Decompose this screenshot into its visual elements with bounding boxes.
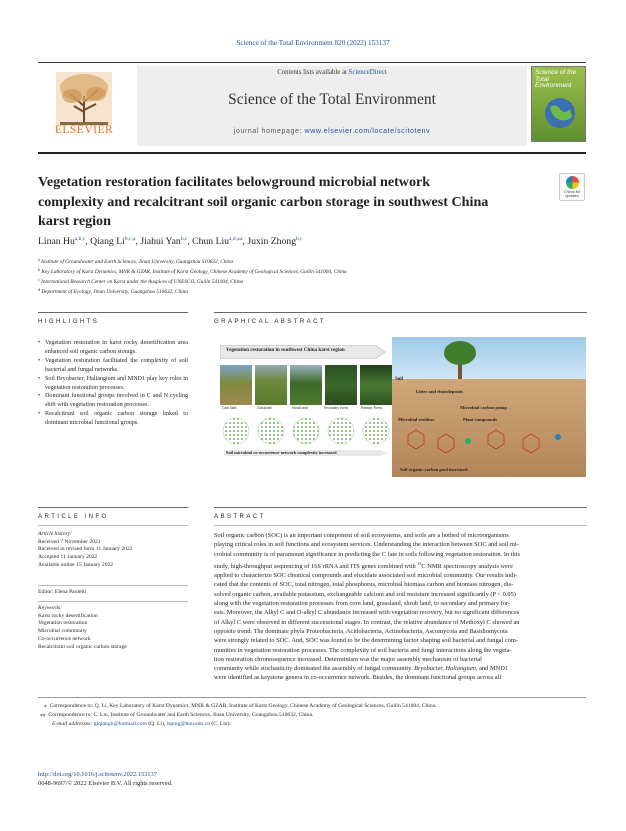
journal-header-box — [137, 66, 527, 146]
elsevier-logo — [38, 66, 130, 144]
affiliation: $^c$ International Research Center on Karst under the Auspices of UNESCO, Guilin 541004, China — [38, 277, 244, 285]
check-updates-badge[interactable]: Check for updates — [559, 173, 585, 201]
header-rule-top — [38, 62, 586, 63]
footnote-emails: E-mail addresses: glqiangli@hotmail.com (Q. Li), lsping@hnu.edu.cn (C. Liu). — [52, 721, 231, 727]
copyright: 0048-9697/© 2022 Elsevier B.V. All rights reserved. — [38, 780, 173, 787]
stage-label: Shrub land — [292, 406, 308, 410]
email-link[interactable]: glqiangli@hotmail.com — [93, 721, 147, 727]
ga-sky-panel — [392, 337, 586, 379]
stage-photo-shrub — [290, 365, 322, 405]
email-link[interactable]: lsping@hnu.edu.cn — [166, 721, 211, 727]
author-name[interactable]: Juxin Zhong — [247, 236, 297, 247]
sciencedirect-link[interactable]: ScienceDirect — [348, 69, 387, 76]
journal-cover[interactable] — [531, 66, 586, 142]
graphical-abstract-figure[interactable] — [220, 337, 586, 487]
graphical-abstract-heading: GRAPHICAL ABSTRACT — [214, 318, 327, 325]
keyword: Microbial community — [38, 628, 87, 635]
affiliation: $^a$ Institute of Groundwater and Earth Sciences, Jinan University, Guangzhou 510632, China — [38, 257, 234, 265]
stage-label: Secondary forest — [324, 406, 349, 410]
header-rule-bottom — [38, 152, 586, 154]
keyword: Karst rocky desertification — [38, 612, 98, 619]
stage-photo-primary — [360, 365, 392, 405]
compounds-label: Plant compounds — [463, 417, 498, 422]
stage-photo-secondary — [325, 365, 357, 405]
author-name[interactable]: Linan Hu — [38, 236, 75, 247]
author-name[interactable]: Jiahui Yan — [140, 236, 181, 247]
keywords: Keywords: Karst rocky desertification Vegetation restoration Microbial community Co-occurrence network Recalcitrant soil organic carbon storage — [38, 605, 127, 650]
paper-title: Vegetation restoration facilitates belowground microbial network complexity and recalcitrant soil organic carbon storage in southwest China karst region — [38, 174, 489, 230]
stage-label: Corn land — [222, 406, 237, 410]
author-list: Linan Hu$^{a,b,c}$, Qiang $Li^{b,c,⁎}$, Jiahui Yan$^{b,c}$, Chun Liu$^{a,d,⁎⁎}$, Juxin Zhong$^{b,c}$ — [38, 236, 303, 247]
tree-icon — [440, 339, 480, 379]
footnote-rule — [38, 697, 586, 698]
abstract-rule-2 — [214, 525, 587, 526]
keyword: Recalcitrant soil organic carbon storage — [38, 643, 127, 650]
journal-homepage: journal homepage: www.elsevier.com/locate/scitotenv — [233, 128, 431, 135]
graphical-abstract-rule — [214, 312, 587, 313]
keyword: Vegetation restoration — [38, 620, 88, 627]
article-info-rule — [38, 507, 188, 508]
residues-label: Microbial residues — [398, 417, 435, 422]
keywords-rule — [38, 601, 188, 602]
cover-globe-icon — [542, 91, 578, 135]
pool-label: Soil organic carbon pool increased — [400, 467, 468, 472]
affiliation: $^b$ Key Laboratory of Karst Dynamics, MNR & GZAR, Institute of Karst Geology, Chinese Academy of Geological Sciences, Guilin 541004, China — [38, 267, 347, 275]
compound-structures-icon — [398, 425, 578, 461]
author-name[interactable]: Chun Liu — [192, 236, 230, 247]
affiliation: $^d$ Department of Ecology, Jinan University, Guangzhou 510632, China — [38, 287, 188, 295]
stage-label: Primary Forest — [361, 406, 383, 410]
footnote-correspondence-2: ⁎⁎ Correspondence to: C. Liu, Institute of Groundwater and Earth Sciences, Jinan University, Guangzhou 510632, China. — [40, 712, 314, 718]
list-item: • Dominant functional groups involved in C and N cycling shift with vegetation restoration processes. — [38, 392, 188, 410]
editor-rule — [38, 585, 188, 586]
contents-line: Contents lists available at ScienceDirect — [277, 69, 387, 76]
article-info-rule-2 — [38, 525, 188, 526]
check-updates-icon — [566, 176, 579, 189]
author-name[interactable]: Qiang Li — [90, 236, 125, 247]
list-item: • Recalcitrant soil organic carbon storage linked to dominant microbial functional groups. — [38, 410, 188, 428]
keyword: Co-occurrence network — [38, 635, 91, 642]
network-caption: Soil microbial co-occurrence network complexity increased — [226, 450, 337, 455]
stage-label: Grassland — [257, 406, 272, 410]
highlights-rule — [38, 312, 188, 313]
litter-label: Litter and rhizodeposits — [416, 389, 464, 394]
doi-link[interactable]: http://doi.org/10.1016/j.scitotenv.2022.153137 — [38, 771, 157, 778]
journal-citation[interactable]: Science of the Total Environment 820 (2022) 153137 — [236, 39, 390, 47]
abstract-heading: ABSTRACT — [214, 513, 266, 520]
publisher-name: ELSEVIER — [54, 124, 114, 136]
soil-label: Soil — [395, 377, 404, 382]
highlights-list — [38, 339, 188, 428]
stage-photo-grass — [255, 365, 287, 405]
ga-banner: Vegetation restoration in southwest China karst region — [226, 347, 345, 353]
list-item: • Soil Bryobacter, Haliangium and MND1 play key roles in vegetation restoration processes. — [38, 375, 188, 393]
article-info-heading: ARTICLE INFO — [38, 513, 109, 520]
list-item: • Vegetation restoration facilitated the complexity of soil bacterial and fungal networks. — [38, 357, 188, 375]
cover-title: Science of the Total Environment — [535, 69, 577, 89]
list-item: • Vegetation restoration in karst rocky desertification area enhanced soil organic carbon storage. — [38, 339, 188, 357]
editor: Editor: Elena Paoletti — [38, 589, 87, 595]
pump-label: Microbial carbon pump — [460, 405, 507, 410]
homepage-link[interactable]: www.elsevier.com/locate/scitotenv — [304, 128, 431, 135]
abstract-rule — [214, 507, 587, 508]
article-history: Article history: Received 7 November 2021 Received in revised form 11 January 2022 Accepted 11 January 2022 Available online 15 January 2022 — [38, 531, 133, 568]
footnote-correspondence-1: ⁎ Correspondence to: Q. Li, Key Laboratory of Karst Dynamics, MNR & GZAR, Institute of Karst Geology, Chinese Academy of Geological Sciences, Guilin 541004, China. — [44, 703, 437, 709]
abstract-body: Soil organic carbon (SOC) is an important component of soil ecosystems, and soils are a hotbed of microorganisms playing critical roles in soil functions and ecosystem services. Understanding the interaction between SOC and soil mi- crobial community is of paramount significance in predicting the C fate in soils following vegetation restoration. In this study, high-throughput sequencing of 16S rRNA and ITS genes combined with $^{13}$C NMR spectroscopy analysis were applied to characterize SOC chemical compounds and elucidate associated soil microbial community. Our results indi- cated that the contents of SOC, total nitrogen, total phosphorus, microbial biomass carbon and biomass nitrogen, dis- solved organic carbon, available potassium, exchangeable calcium and soil moisture increased significantly (P < 0.05) along with the vegetation restoration processes from corn land, grassland, shrub land, to secondary and primary for- ests. Moreover, the Alkyl C and O-alkyl C abundance increased with vegetation recovery, but no significant differences of Alkyl C were observed in different successional stages. In contrast, the relative abundance of Methoxyl C showed an opposite trend. The dominate phyla Proteobacteria, Acidobacteria, Actinobacteria, Ascomycota and Basidiomycota were strongly related to SOC. And, SOC was found to be the determining factor shaping soil bacterial and fungal com- munities in vegetation restoration processes. The complexity of soil bacteria and fungi interactions along the vegeta- tion restoration chronosequence increased. Determinism was the major assembly mechanism of bacterial community while stochasticity dominated the assembly of fungal community. Bryobacter, Haliangium, and MND1 were identified as keystone genera in co-occurrence network. Besides, the dominant functional groups across all — [214, 532, 520, 682]
journal-title: Science of the Total Environment — [228, 91, 436, 108]
doi — [38, 771, 157, 779]
stage-photo-corn — [220, 365, 252, 405]
highlights-heading: HIGHLIGHTS — [38, 318, 100, 325]
